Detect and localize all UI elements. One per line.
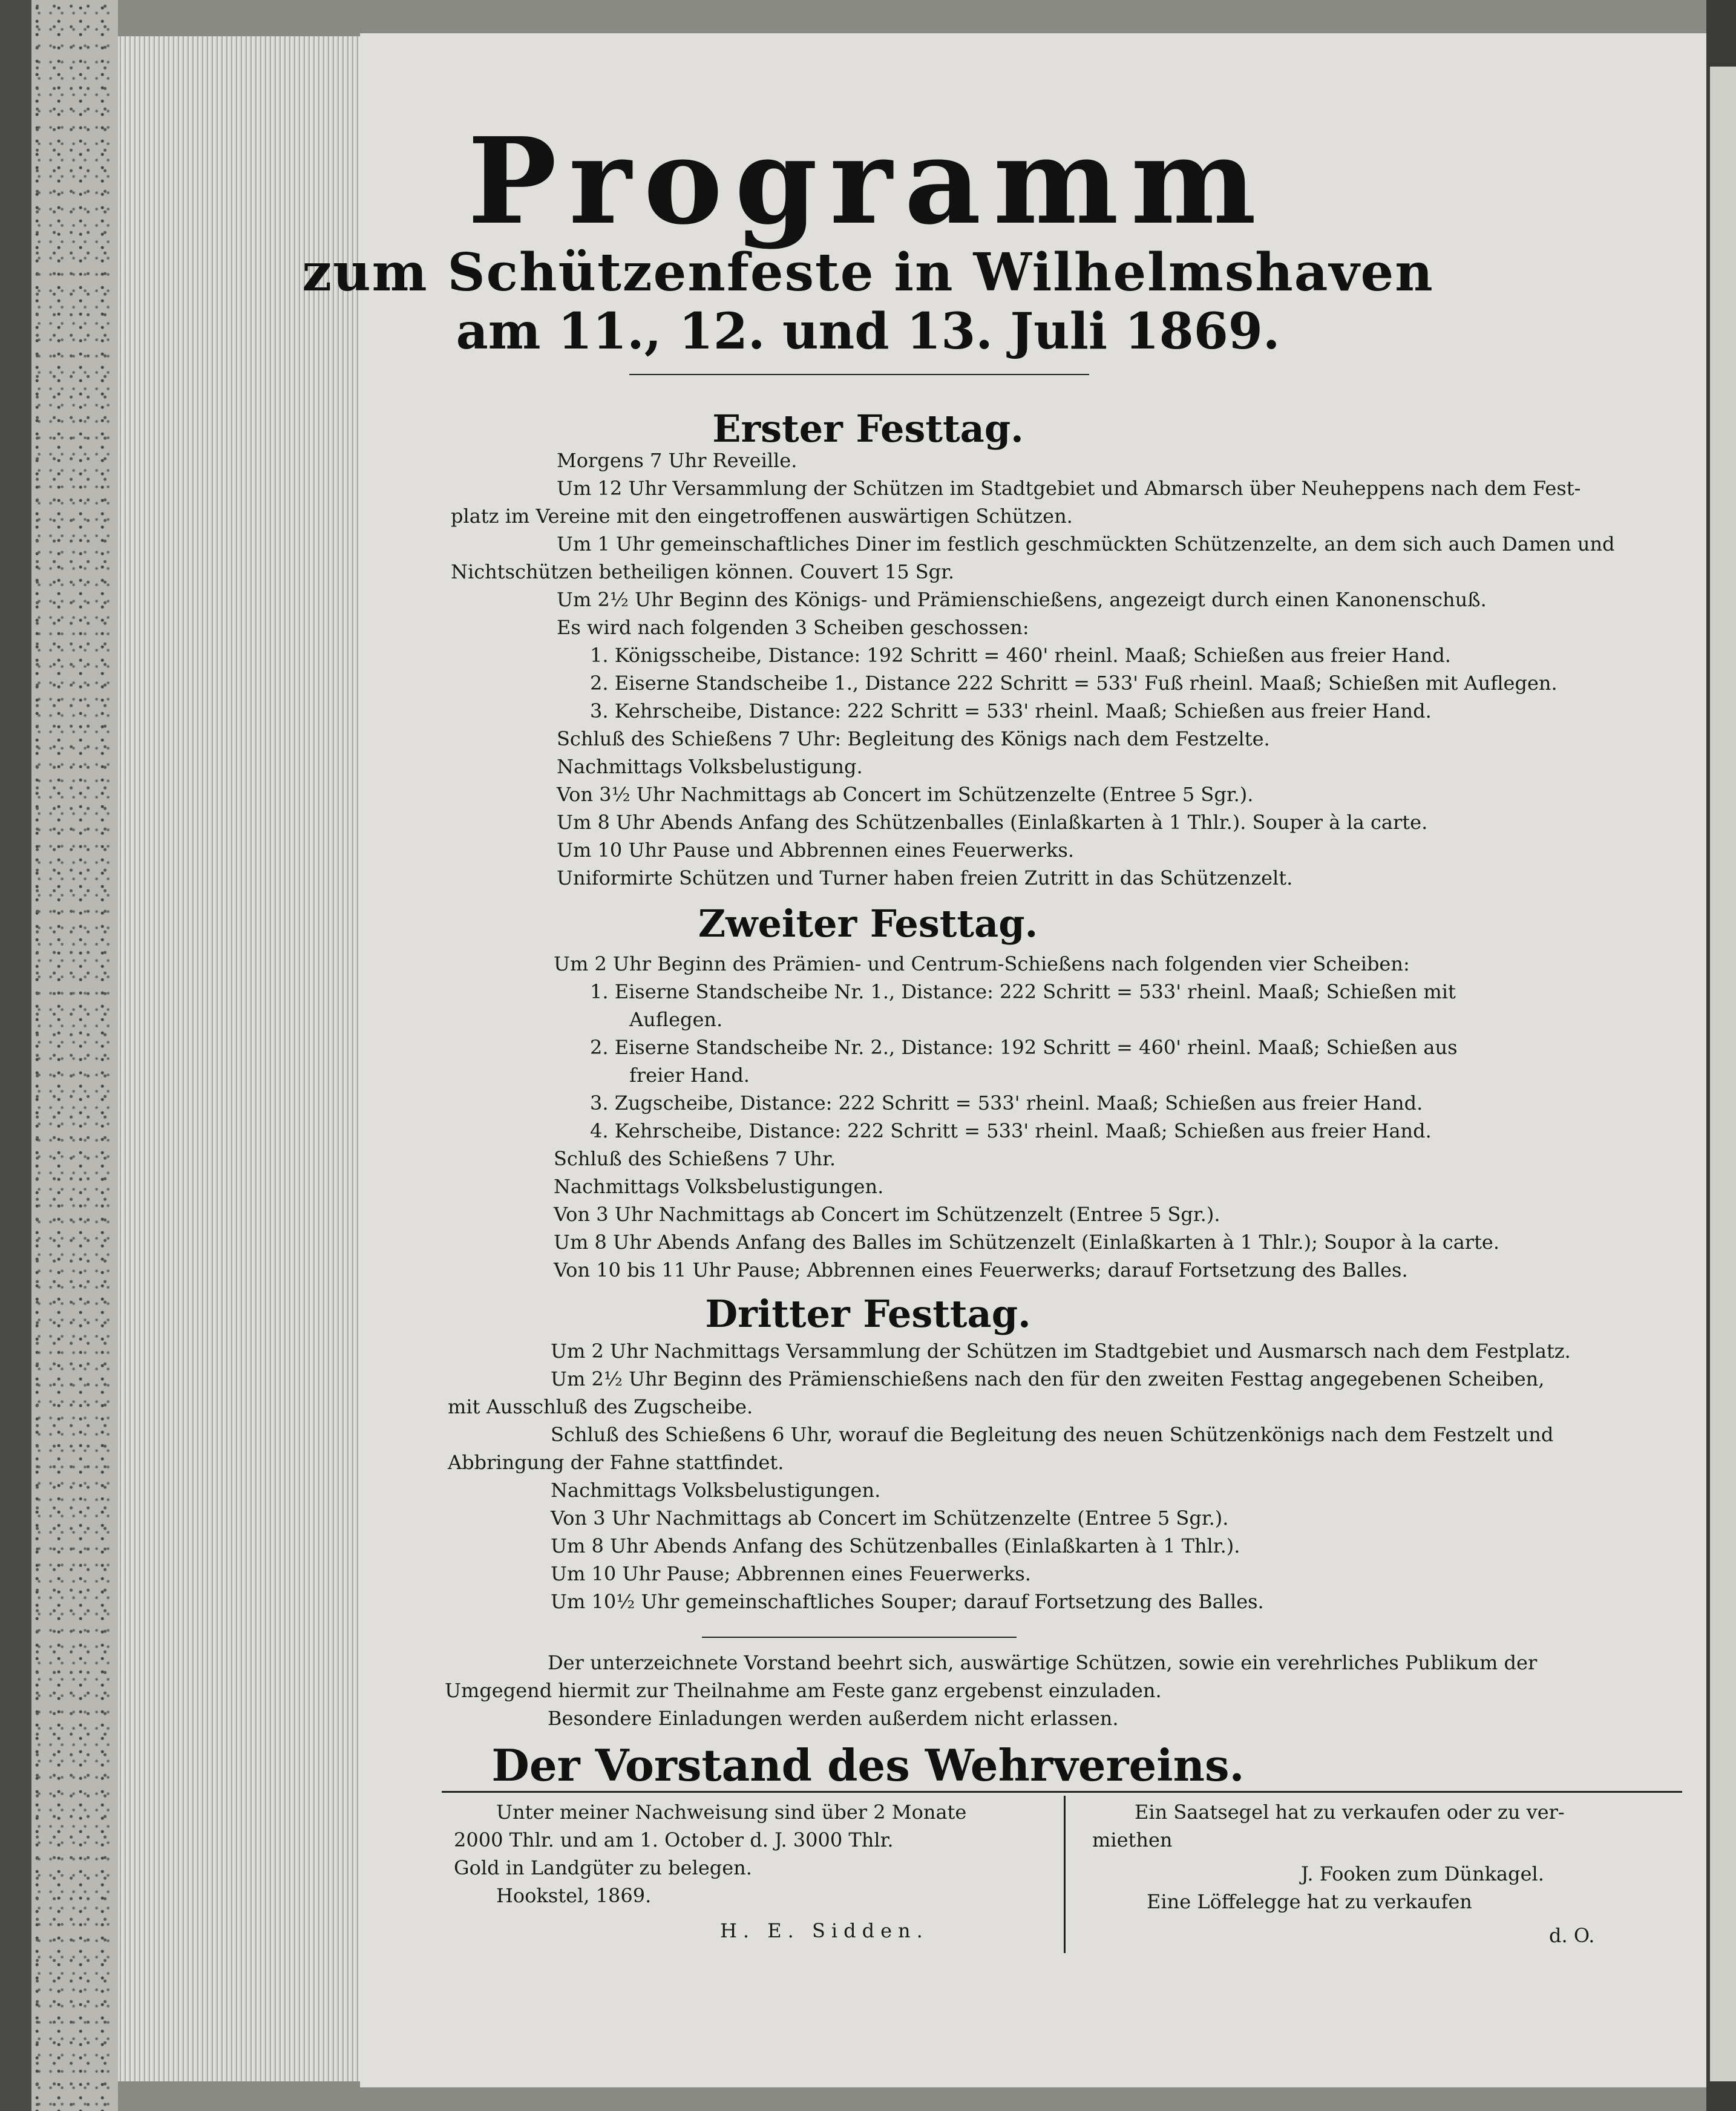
invitation-line: Umgegend hiermit zur Theilnahme am Feste ganz ergebenst einzuladen. [445, 1679, 1162, 1702]
day1-line: Uniformirte Schützen und Turner haben freien Zutritt in das Schützenzelt. [557, 866, 1293, 889]
day3-line: Nachmittags Volksbelustigungen. [551, 1479, 881, 1502]
day3-line: Schluß des Schießens 6 Uhr, worauf die Begleitung des neuen Schützenkönigs nach dem Festzelt und [551, 1423, 1554, 1446]
day3-line: Um 10 Uhr Pause; Abbrennen eines Feuerwerks. [551, 1562, 1031, 1585]
day2-line: Um 8 Uhr Abends Anfang des Balles im Schützenzelt (Einlaßkarten à 1 Thlr.); Soupor à la carte. [554, 1231, 1500, 1254]
day2-line: Schluß des Schießens 7 Uhr. [554, 1147, 836, 1170]
invitation-line: Besondere Einladungen werden außerdem nicht erlassen. [548, 1707, 1119, 1730]
day1-line: 1. Königsscheibe, Distance: 192 Schritt = 460' rheinl. Maaß; Schießen aus freier Hand. [590, 644, 1451, 667]
day1-line: Nachmittags Volksbelustigung. [557, 755, 863, 778]
day3-heading: Dritter Festtag. [705, 1292, 1031, 1336]
ad-left-line: 2000 Thlr. und am 1. October d. J. 3000 Thlr. [454, 1828, 894, 1851]
day1-line: 2. Eiserne Standscheibe 1., Distance 222 Schritt = 533' Fuß rheinl. Maaß; Schießen mit Auflegen. [590, 672, 1557, 695]
day3-line: Um 2 Uhr Nachmittags Versammlung der Schützen im Stadtgebiet und Ausmarsch nach dem Festplatz. [551, 1340, 1571, 1363]
day2-line: 2. Eiserne Standscheibe Nr. 2., Distance: 192 Schritt = 460' rheinl. Maaß; Schießen aus [590, 1036, 1458, 1059]
day1-line: Von 3½ Uhr Nachmittags ab Concert im Schützenzelte (Entree 5 Sgr.). [557, 783, 1254, 806]
ad-right-line: J. Fooken zum Dünkagel. [1301, 1862, 1544, 1885]
ad-right-line: miethen [1092, 1828, 1173, 1851]
signature-board: Der Vorstand des Wehrvereins. [491, 1740, 1245, 1791]
day2-line: Nachmittags Volksbelustigungen. [554, 1175, 884, 1198]
day1-line: Um 8 Uhr Abends Anfang des Schützenballes (Einlaßkarten à 1 Thlr.). Souper à la carte. [557, 811, 1428, 834]
subtitle-dates: am 11., 12. und 13. Juli 1869. [456, 303, 1280, 361]
ad-right-signature: d. O. [1549, 1924, 1595, 1947]
section-divider [702, 1637, 1017, 1638]
day1-line: Um 12 Uhr Versammlung der Schützen im Stadtgebiet und Abmarsch über Neuheppens nach dem Fest- [557, 477, 1581, 500]
title-divider [629, 374, 1089, 375]
day1-line: Schluß des Schießens 7 Uhr: Begleitung des Königs nach dem Festzelte. [557, 727, 1270, 750]
day1-line: 3. Kehrscheibe, Distance: 222 Schritt = 533' rheinl. Maaß; Schießen aus freier Hand. [590, 699, 1432, 722]
ad-left-line: Hookstel, 1869. [496, 1884, 652, 1907]
ad-right-line: Eine Löffelegge hat zu verkaufen [1147, 1890, 1472, 1913]
day2-line: Von 3 Uhr Nachmittags ab Concert im Schützenzelt (Entree 5 Sgr.). [554, 1203, 1220, 1226]
invitation-line: Der unterzeichnete Vorstand beehrt sich, auswärtige Schützen, sowie ein verehrliches Publikum der [548, 1651, 1538, 1674]
day2-line: 4. Kehrscheibe, Distance: 222 Schritt = 533' rheinl. Maaß; Schießen aus freier Hand. [590, 1119, 1432, 1142]
footer-column-divider [1064, 1796, 1066, 1953]
day1-line: Um 2½ Uhr Beginn des Königs- und Prämienschießens, angezeigt durch einen Kanonenschuß. [557, 588, 1487, 611]
page-title: Programm [467, 112, 1269, 251]
day3-line: Um 8 Uhr Abends Anfang des Schützenballes (Einlaßkarten à 1 Thlr.). [551, 1534, 1240, 1557]
day1-line: platz im Vereine mit den eingetroffenen auswärtigen Schützen. [451, 505, 1073, 528]
subtitle-event: zum Schützenfeste in Wilhelmshaven [302, 242, 1434, 303]
day1-heading: Erster Festtag. [712, 407, 1024, 451]
day3-line: Um 2½ Uhr Beginn des Prämienschießens nach den für den zweiten Festtag angegebenen Scheiben, [551, 1367, 1545, 1390]
day3-line: mit Ausschluß des Zugscheibe. [448, 1395, 753, 1418]
ad-left-signature: H. E. Sidden. [720, 1919, 929, 1942]
day2-heading: Zweiter Festtag. [698, 902, 1038, 946]
day3-line: Von 3 Uhr Nachmittags ab Concert im Schützenzelte (Entree 5 Sgr.). [551, 1507, 1229, 1530]
ad-left-line: Unter meiner Nachweisung sind über 2 Monate [496, 1801, 967, 1824]
ad-right-line: Ein Saatsegel hat zu verkaufen oder zu ver- [1135, 1801, 1565, 1824]
day2-line: 1. Eiserne Standscheibe Nr. 1., Distance: 222 Schritt = 533' rheinl. Maaß; Schießen mit [590, 980, 1456, 1003]
day2-line: 3. Zugscheibe, Distance: 222 Schritt = 533' rheinl. Maaß; Schießen aus freier Hand. [590, 1092, 1423, 1114]
day2-line: Von 10 bis 11 Uhr Pause; Abbrennen eines Feuerwerks; darauf Fortsetzung des Balles. [554, 1258, 1408, 1281]
day1-line: Morgens 7 Uhr Reveille. [557, 449, 798, 472]
day1-line: Es wird nach folgenden 3 Scheiben geschossen: [557, 616, 1029, 639]
day1-line: Um 10 Uhr Pause und Abbrennen eines Feuerwerks. [557, 839, 1075, 862]
day2-line: freier Hand. [629, 1064, 750, 1087]
day1-line: Nichtschützen betheiligen können. Couvert 15 Sgr. [451, 560, 955, 583]
day2-line: Auflegen. [629, 1008, 723, 1031]
footer-top-rule [442, 1791, 1682, 1793]
ad-left-line: Gold in Landgüter zu belegen. [454, 1856, 752, 1879]
day3-line: Abbringung der Fahne stattfindet. [448, 1451, 784, 1474]
day1-line: Um 1 Uhr gemeinschaftliches Diner im festlich geschmückten Schützenzelte, an dem sich auch Damen und [557, 532, 1615, 555]
day2-line: Um 2 Uhr Beginn des Prämien- und Centrum-Schießens nach folgenden vier Scheiben: [554, 952, 1410, 975]
day3-line: Um 10½ Uhr gemeinschaftliches Souper; darauf Fortsetzung des Balles. [551, 1590, 1264, 1613]
